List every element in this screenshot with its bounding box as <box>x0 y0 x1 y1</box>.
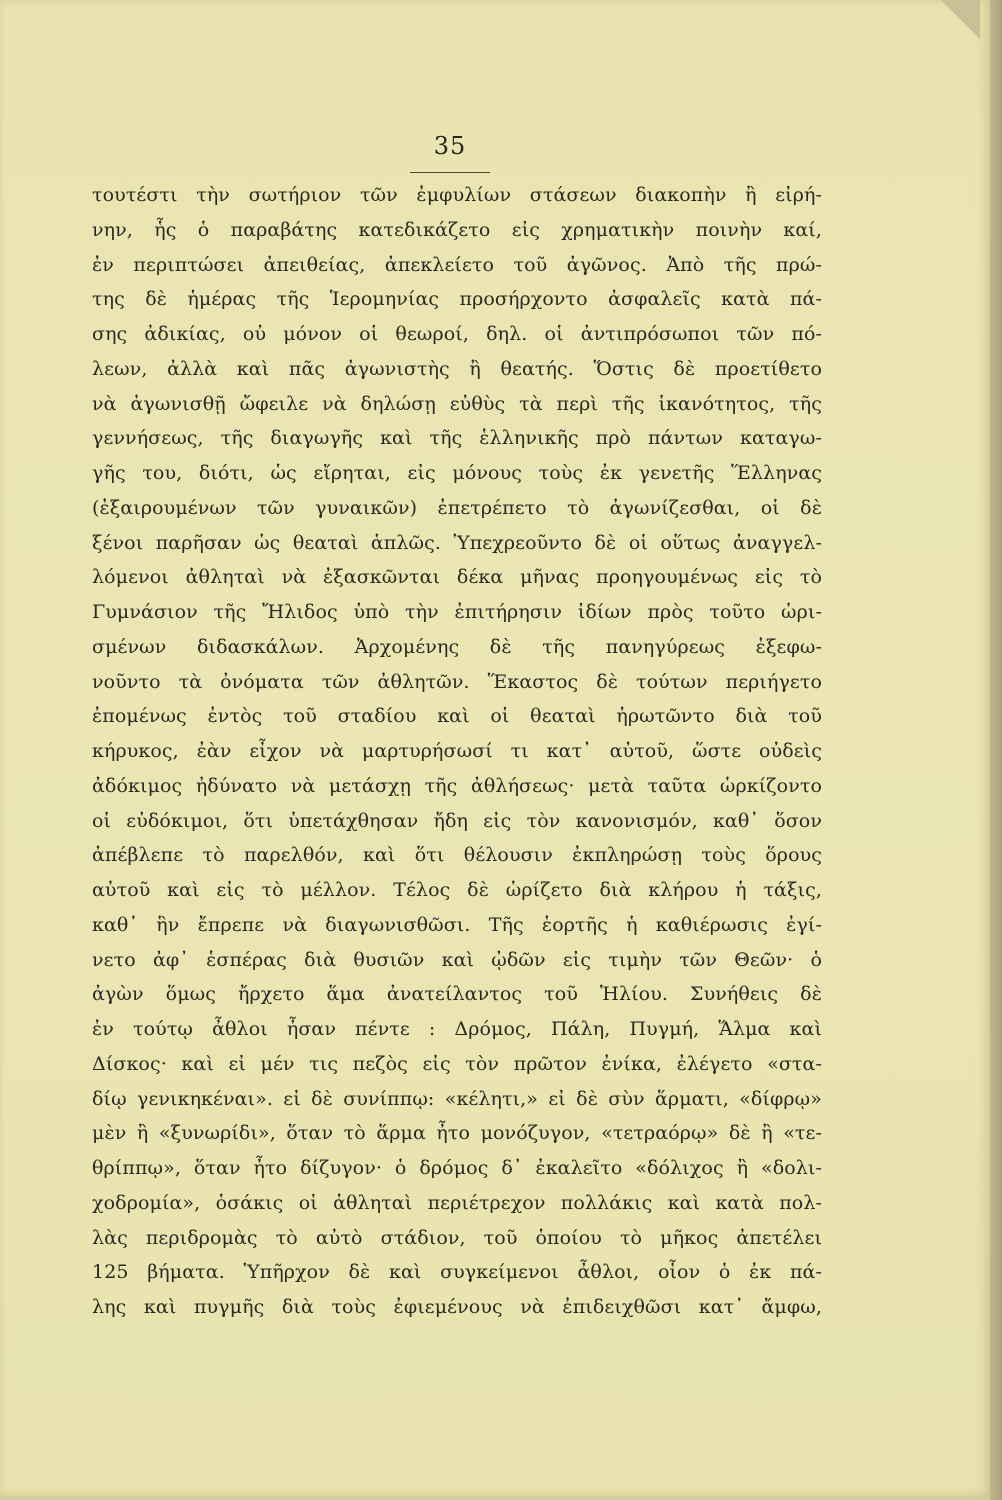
body-text <box>92 178 822 1325</box>
text-line: νὰ ἀγωνισθῇ ὤφειλε νὰ δηλώσῃ εὐθὺς τὰ περὶ τῆς ἱκανότητος, τῆς <box>92 392 822 415</box>
text-line: αὐτοῦ καὶ εἰς τὸ μέλλον. Τέλος δὲ ὡρίζετο διὰ κλήρου ἡ τάξις, <box>92 879 822 901</box>
page-corner <box>940 0 980 40</box>
text-line: τουτέστι τὴν σωτήριον τῶν ἐμφυλίων στάσεων διακοπὴν ἢ εἰρή- <box>92 184 822 206</box>
text-line: νετο ἀφ᾽ ἑσπέρας διὰ θυσιῶν καὶ ᾠδῶν εἰς τιμὴν τῶν Θεῶν· ὁ <box>92 948 822 971</box>
text-line: λὰς περιδρομὰς τὸ αὐτὸ στάδιον, τοῦ ὁποίου τὸ μῆκος ἀπετέλει <box>92 1226 822 1249</box>
text-line: μὲν ἢ «ξυνωρίδι», ὅταν τὸ ἅρμα ἦτο μονόζυγον, «τετραόρῳ» δὲ ἢ «τε- <box>92 1122 822 1145</box>
text-line: λόμενοι ἀθληταὶ νὰ ἐξασκῶνται δέκα μῆνας προηγουμένως εἰς τὸ <box>92 566 822 589</box>
text-line: της δὲ ἡμέρας τῆς Ἱερομηνίας προσήρχοντο ἀσφαλεῖς κατὰ πά- <box>92 288 822 311</box>
text-line: Γυμνάσιον τῆς Ἤλιδος ὑπὸ τὴν ἐπιτήρησιν ἰδίων πρὸς τοῦτο ὡρι- <box>92 601 822 623</box>
page-edge <box>990 0 1002 1500</box>
text-line: θρίππῳ», ὅταν ἦτο δίζυγον· ὁ δρόμος δ᾽ ἐκαλεῖτο «δόλιχος ἢ «δολι- <box>92 1157 822 1179</box>
text-line: Δίσκος· καὶ εἰ μέν τις πεζὸς εἰς τὸν πρῶτον ἐνίκα, ἐλέγετο «στα- <box>92 1052 822 1075</box>
text-line: κήρυκος, ἐὰν εἶχον νὰ μαρτυρήσωσί τι κατ᾽ αὐτοῦ, ὥστε οὐδεὶς <box>92 740 822 762</box>
text-line: (ἐξαιρουμένων τῶν γυναικῶν) ἐπετρέπετο τὸ ἀγωνίζεσθαι, οἱ δὲ <box>92 496 822 519</box>
text-line: οἱ εὐδόκιμοι, ὅτι ὑπετάχθησαν ἤδη εἰς τὸν κανονισμόν, καθ᾽ ὅσον <box>92 809 822 832</box>
text-line: ἀπέβλεπε τὸ παρελθόν, καὶ ὅτι θέλουσιν ἐκπληρώσῃ τοὺς ὅρους <box>92 844 822 867</box>
page-number-rule <box>410 172 490 173</box>
text-line: καθ᾽ ἣν ἔπρεπε νὰ διαγωνισθῶσι. Τῆς ἑορτῆς ἡ καθιέρωσις ἐγί- <box>92 913 822 936</box>
text-line: ξένοι παρῆσαν ὡς θεαταὶ ἁπλῶς. Ὑπεχρεοῦντο δὲ οἱ οὕτως ἀναγγελ- <box>92 531 822 554</box>
text-line: ἀδόκιμος ἠδύνατο νὰ μετάσχῃ τῆς ἀθλήσεως· μετὰ ταῦτα ὡρκίζοντο <box>92 774 822 797</box>
text-line: ἀγὼν ὅμως ἤρχετο ἅμα ἀνατείλαντος τοῦ Ἡλίου. Συνήθεις δὲ <box>92 983 822 1006</box>
text-line: ἐν περιπτώσει ἀπειθείας, ἀπεκλείετο τοῦ ἀγῶνος. Ἀπὸ τῆς πρώ- <box>92 253 822 276</box>
text-line: λης καὶ πυγμῆς διὰ τοὺς ἐφιεμένους νὰ ἐπιδειχθῶσι κατ᾽ ἄμφω, <box>92 1296 822 1318</box>
text-line: ἐπομένως ἐντὸς τοῦ σταδίου καὶ οἱ θεαταὶ ἠρωτῶντο διὰ τοῦ <box>92 705 822 728</box>
text-line: σης ἀδικίας, οὐ μόνον οἱ θεωροί, δηλ. οἱ ἀντιπρόσωποι τῶν πό- <box>92 323 822 345</box>
text-line: νοῦντο τὰ ὀνόματα τῶν ἀθλητῶν. Ἕκαστος δὲ τούτων περιήγετο <box>92 670 822 693</box>
page-number: 35 <box>433 132 467 160</box>
text-line: λεων, ἀλλὰ καὶ πᾶς ἀγωνιστὴς ἢ θεατής. Ὅστις δὲ προετίθετο <box>92 357 822 380</box>
text-line: ἐν τούτῳ ἆθλοι ἦσαν πέντε : Δρόμος, Πάλη, Πυγμή, Ἅλμα καὶ <box>92 1018 822 1040</box>
text-line: γεννήσεως, τῆς διαγωγῆς καὶ τῆς ἑλληνικῆς πρὸ πάντων καταγω- <box>92 427 822 450</box>
text-line: σμένων διδασκάλων. Ἀρχομένης δὲ τῆς πανηγύρεως ἐξεφω- <box>92 635 822 658</box>
text-line: νην, ἧς ὁ παραβάτης κατεδικάζετο εἰς χρηματικὴν ποινὴν καί, <box>92 218 822 241</box>
text-line: 125 βήματα. Ὑπῆρχον δὲ καὶ συγκείμενοι ἆθλοι, οἷον ὁ ἐκ πά- <box>92 1261 822 1284</box>
text-line: δίῳ γενικηκέναι». εἰ δὲ συνίππῳ: «κέλητι,» εἰ δὲ σὺν ἅρματι, «δίφρῳ» <box>92 1087 822 1110</box>
text-line: γῆς του, διότι, ὡς εἴρηται, εἰς μόνους τοὺς ἐκ γενετῆς Ἕλληνας <box>92 462 822 484</box>
text-line: χοδρομία», ὁσάκις οἱ ἀθληταὶ περιέτρεχον πολλάκις καὶ κατὰ πολ- <box>92 1191 822 1214</box>
